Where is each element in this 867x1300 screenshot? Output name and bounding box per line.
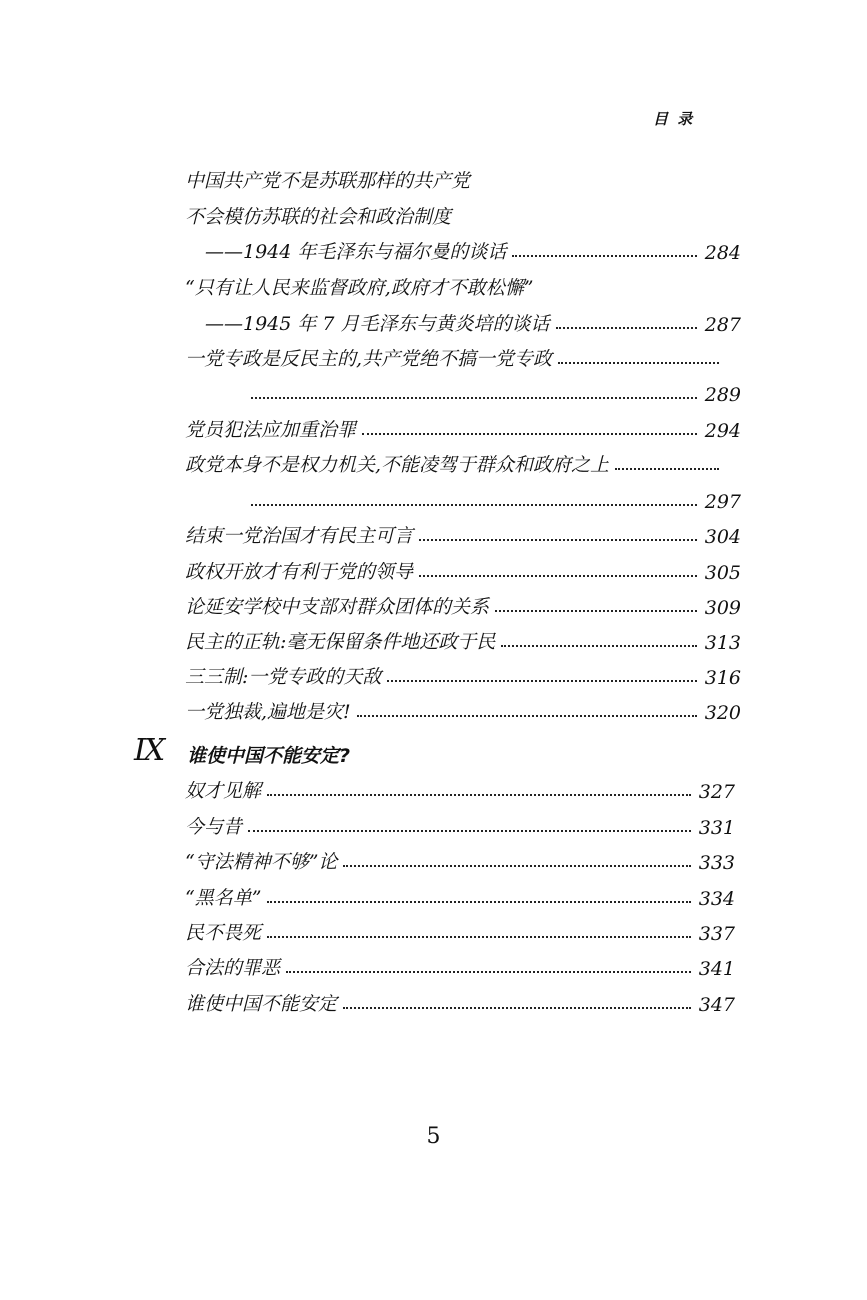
toc-page-number: 294 [704, 420, 741, 442]
toc-page-number: 284 [704, 242, 741, 264]
toc-page-number: 337 [698, 923, 735, 945]
toc-page-number: 305 [704, 562, 741, 584]
toc-page-number: 313 [704, 632, 741, 654]
toc-entry[interactable] [185, 554, 741, 584]
dot-leader [556, 327, 697, 329]
toc-entry-title: 奴才见解 [185, 780, 262, 802]
toc-entry[interactable] [245, 483, 741, 513]
toc-entry[interactable] [185, 844, 735, 874]
dot-leader [387, 680, 697, 682]
toc-entry[interactable] [185, 773, 735, 803]
toc-page-number: 297 [704, 491, 741, 513]
toc-entry-title: 政权开放才有利于党的领导 [185, 561, 414, 583]
dot-leader [419, 539, 697, 541]
toc-entry-line [185, 199, 451, 229]
dot-leader [512, 255, 697, 257]
toc-entry[interactable] [185, 341, 725, 371]
toc-entry-title: 今与昔 [185, 816, 243, 838]
page-number: 5 [426, 1124, 441, 1149]
toc-entry[interactable] [185, 986, 735, 1016]
toc-entry[interactable] [185, 412, 741, 442]
toc-page-number: 309 [704, 597, 741, 619]
toc-entry-title: ——1944 年毛泽东与福尔曼的谈话 [205, 241, 507, 263]
toc-entry[interactable] [185, 624, 741, 654]
toc-entry-title: 一党独裁,遍地是灾! [185, 701, 351, 723]
toc-entry[interactable] [185, 809, 735, 839]
toc-entry-title: 不会模仿苏联的社会和政治制度 [185, 206, 452, 228]
toc-entry[interactable] [185, 694, 741, 724]
dot-leader [267, 936, 691, 938]
dot-leader [248, 830, 691, 832]
toc-page-number: 331 [698, 817, 735, 839]
dot-leader [558, 362, 719, 364]
toc-page-number: 334 [698, 888, 735, 910]
dot-leader [286, 971, 691, 973]
toc-entry-title: “黑名单” [185, 887, 262, 909]
toc-page-number: 333 [698, 852, 735, 874]
toc-entry-line [185, 270, 533, 300]
toc-entry-title: 民主的正轨:毫无保留条件地还政于民 [185, 631, 496, 653]
toc-entry[interactable] [185, 447, 725, 477]
toc-entry[interactable] [185, 915, 735, 945]
toc-page-number: 341 [698, 958, 735, 980]
dot-leader [251, 504, 697, 506]
toc-entry-title: 政党本身不是权力机关,不能凌驾于群众和政府之上 [185, 454, 610, 476]
toc-entry-title: “守法精神不够”论 [185, 851, 338, 873]
toc-entry[interactable] [185, 589, 741, 619]
dot-leader [362, 433, 697, 435]
dot-leader [357, 715, 697, 717]
toc-entry-title: 谁使中国不能安定 [185, 993, 338, 1015]
dot-leader [267, 901, 691, 903]
toc-entry-line [185, 163, 470, 193]
toc-entry[interactable] [185, 950, 735, 980]
toc-entry[interactable] [185, 518, 741, 548]
toc-entry-title: 民不畏死 [185, 922, 262, 944]
toc-entry[interactable] [205, 234, 741, 264]
toc-entry-title: ——1945 年 7 月毛泽东与黄炎培的谈话 [205, 313, 550, 335]
dot-leader [343, 865, 691, 867]
dot-leader [267, 794, 691, 796]
toc-page-number: 327 [698, 781, 735, 803]
toc-entry-title: 三三制:一党专政的天敌 [185, 666, 382, 688]
dot-leader [501, 645, 697, 647]
toc-page-number: 320 [704, 702, 741, 724]
dot-leader [419, 575, 697, 577]
toc-entry[interactable] [185, 880, 735, 910]
toc-entry-title: 中国共产党不是苏联那样的共产党 [185, 170, 471, 192]
toc-page-number: 316 [704, 667, 741, 689]
running-header: 目 录 [653, 110, 695, 128]
toc-entry[interactable] [245, 376, 741, 406]
toc-entry[interactable] [185, 659, 741, 689]
toc-entry-title: 一党专政是反民主的,共产党绝不搞一党专政 [185, 348, 553, 370]
toc-entry-title: 党员犯法应加重治罪 [185, 419, 357, 441]
toc-page-number: 289 [704, 384, 741, 406]
section-number: IX [134, 733, 164, 768]
toc-entry-title: 结束一党治国才有民主可言 [185, 525, 414, 547]
dot-leader [251, 397, 697, 399]
toc-entry[interactable] [205, 306, 741, 336]
toc-entry-title: 论延安学校中支部对群众团体的关系 [185, 596, 490, 618]
toc-page-number: 347 [698, 994, 735, 1016]
toc-entry-title: 合法的罪恶 [185, 957, 281, 979]
toc-entry-title: “只有让人民来监督政府,政府才不敢松懈” [185, 277, 534, 299]
toc-page-number: 287 [704, 314, 741, 336]
dot-leader [615, 468, 719, 470]
dot-leader [495, 610, 697, 612]
section-title[interactable]: 谁使中国不能安定? [187, 745, 351, 767]
dot-leader [343, 1007, 691, 1009]
toc-page-number: 304 [704, 526, 741, 548]
